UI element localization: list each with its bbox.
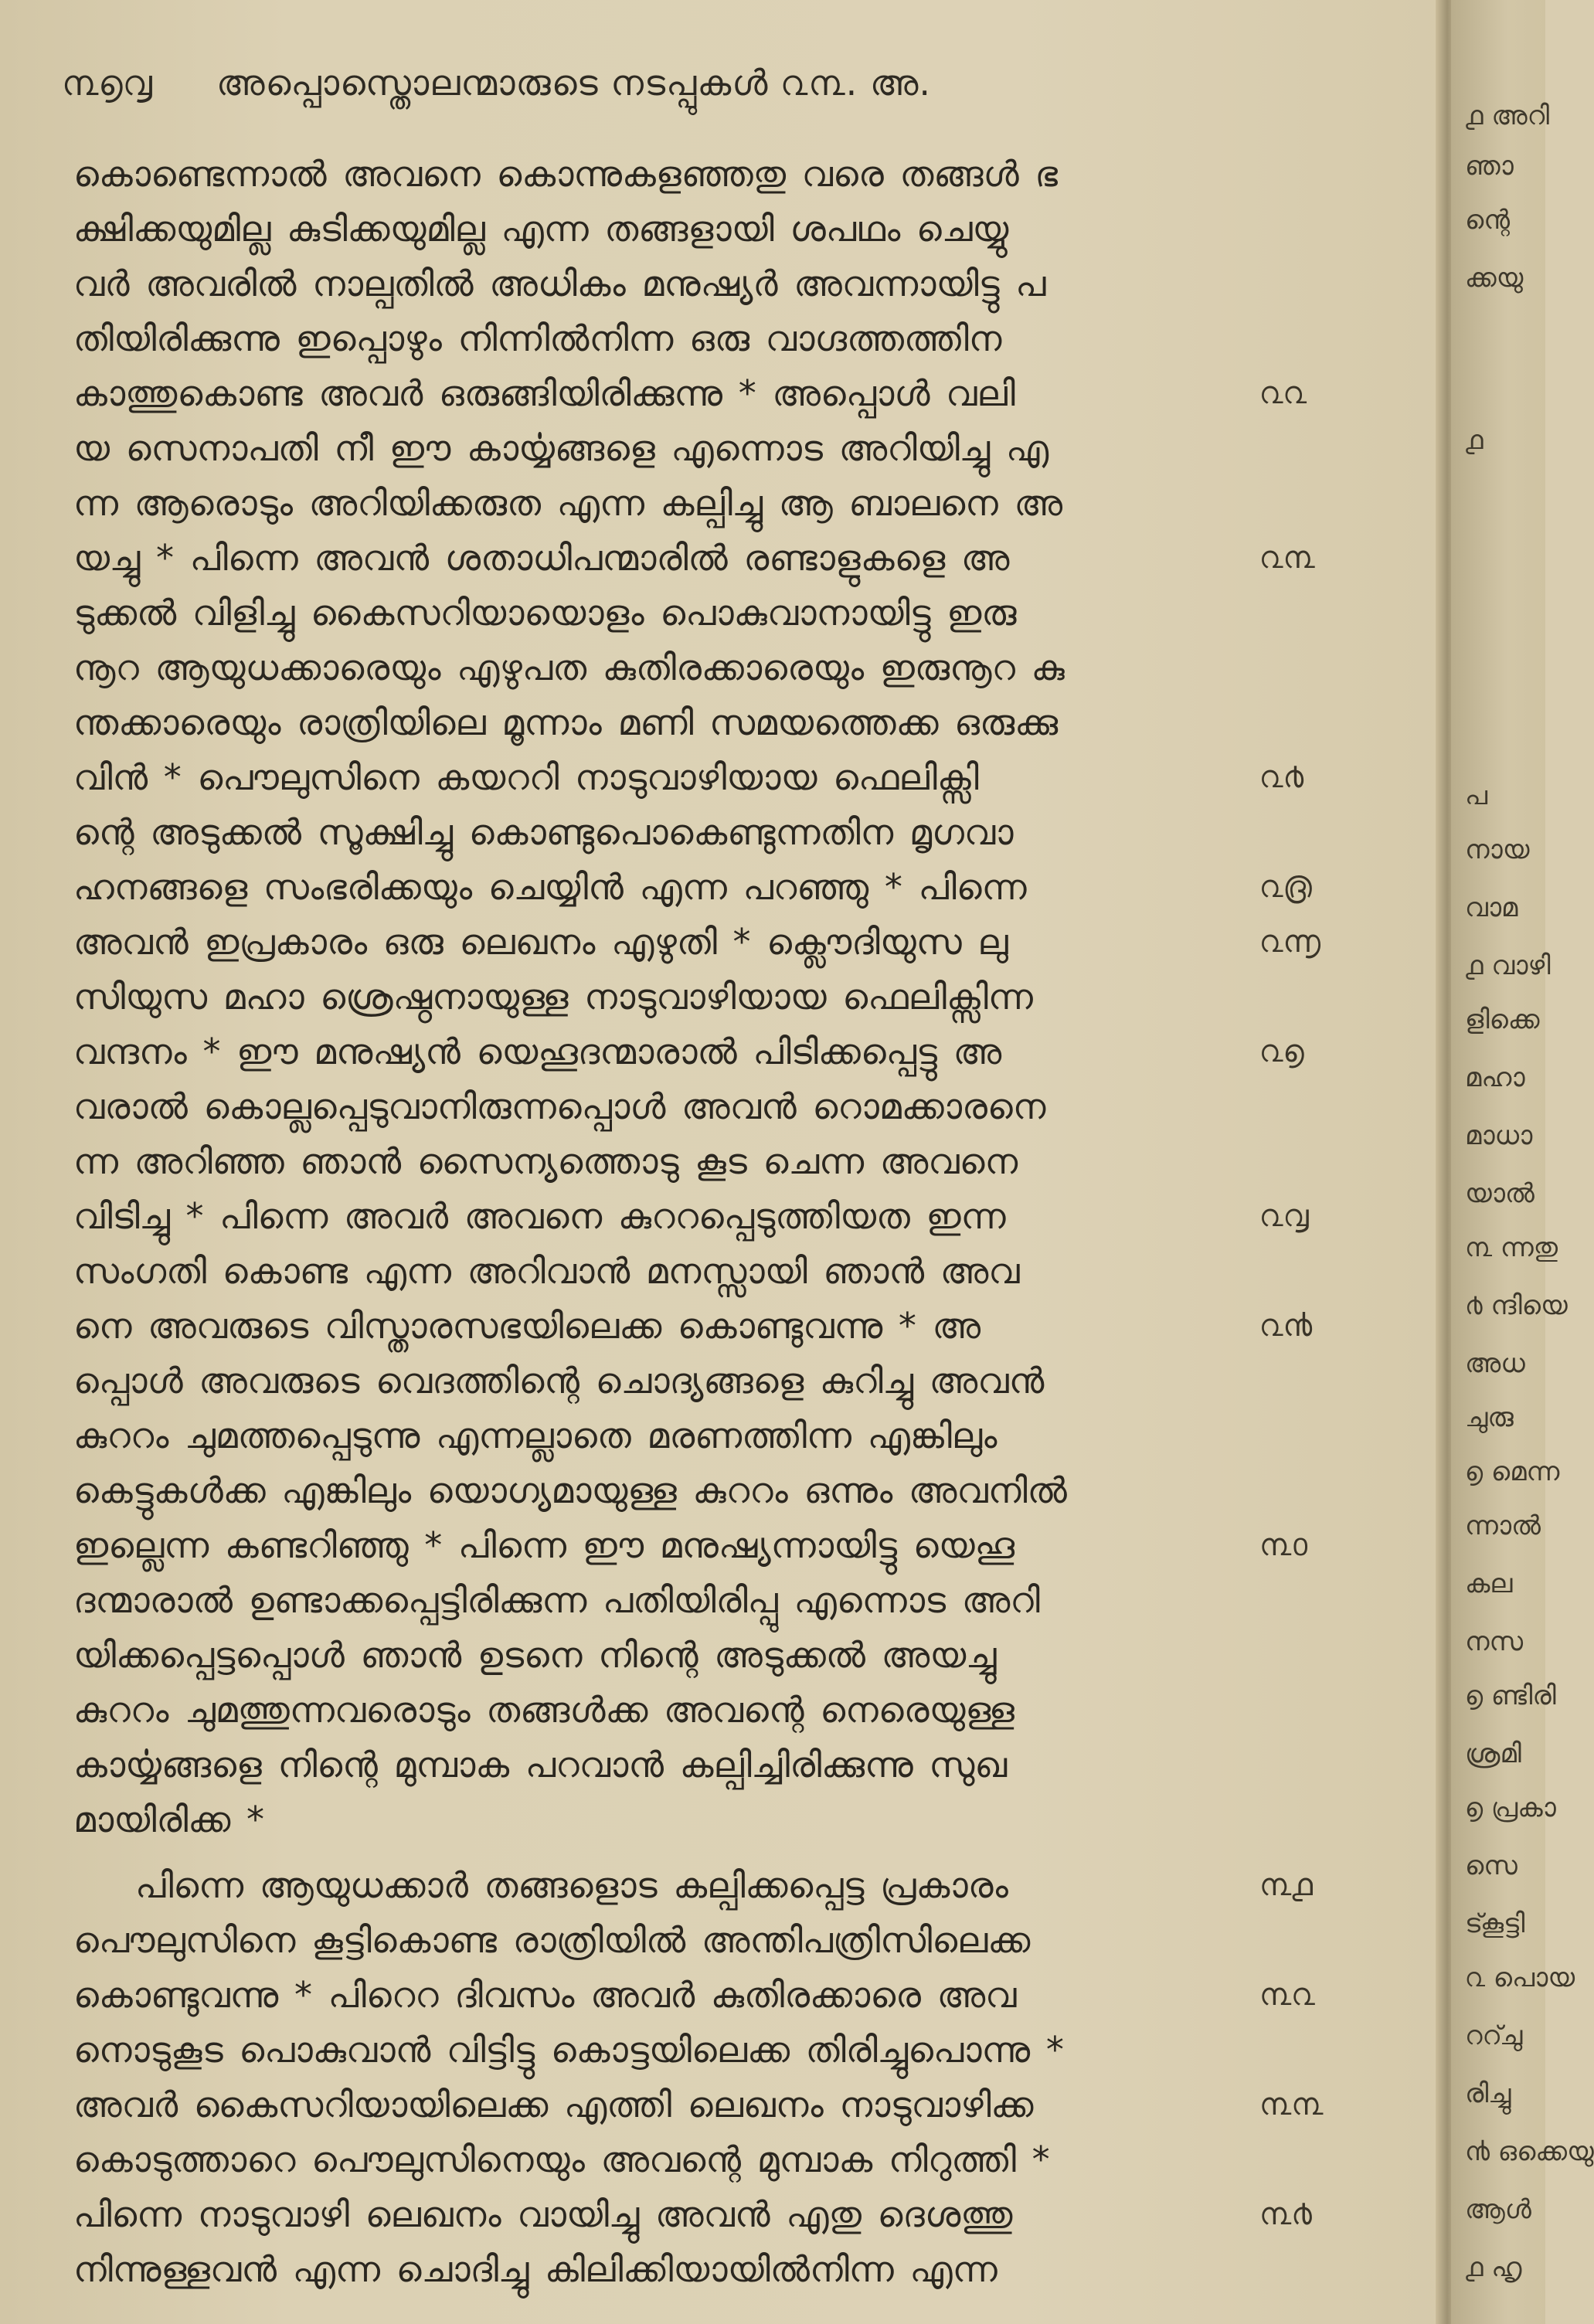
facing-page-fragment: ആൾ (1465, 2194, 1531, 2225)
facing-page-fragment: ൪ ന്ദിയെ (1465, 1290, 1568, 1321)
facing-page-edge (1451, 0, 1594, 2324)
facing-page-fragment: ളിക്കെ (1465, 1004, 1540, 1035)
text-line: പിന്നെ ആയുധക്കാർ തങ്ങളൊട കല്പിക്കപ്പെട്ട പ്രകാരം (135, 1864, 1008, 1906)
verse-number: ൨൪ (1259, 759, 1304, 795)
text-line: ന്ന ആരൊടും അറിയിക്കരുത എന്ന കല്പിച്ചു ആ ബാലനെ അ (73, 482, 1063, 524)
text-line: വർ അവരിൽ നാല്പതിൽ അധികം മനുഷ്യർ അവന്നായിട്ടു പ (73, 263, 1046, 304)
text-line: യ സെനാപതി നീ ഈ കാൎയ്യങ്ങളെ എന്നൊട അറിയിച്ചു എ (73, 427, 1049, 469)
page-number: ൩൭൮ (62, 62, 152, 104)
facing-page-fragment: ഞാ (1465, 151, 1514, 182)
text-line: അവർ കൈസറിയായിലെക്ക എത്തി ലെഖനം നാടുവാഴിക്ക (73, 2084, 1034, 2125)
text-line: പിന്നെ നാടുവാഴി ലെഖനം വായിച്ചു അവൻ എതു ദെശത്തു (73, 2193, 1013, 2235)
verse-number: ൨൫ (1259, 869, 1312, 905)
facing-page-fragment: മഹാ (1465, 1062, 1525, 1093)
verse-number: ൨൮ (1259, 1198, 1309, 1234)
running-header (62, 54, 1375, 108)
text-line: യിക്കപ്പെട്ടപ്പൊൾ ഞാൻ ഉടനെ നിന്റെ അടുക്കൽ അയച്ചു (73, 1634, 997, 1676)
facing-page-fragment: മാധാ (1465, 1120, 1533, 1151)
facing-page-fragment: ക്കയു (1465, 263, 1524, 294)
facing-page-fragment: നസ (1465, 1626, 1524, 1657)
verse-number: ൨൯ (1259, 1308, 1313, 1344)
facing-page-fragment: അധ (1465, 1348, 1525, 1379)
text-line: നെ അവരുടെ വിസ്താരസഭയിലെക്ക കൊണ്ടുവന്നു * അ (73, 1305, 981, 1347)
facing-page-fragment: പ (1465, 780, 1488, 811)
text-line: ദന്മാരാൽ ഉണ്ടാക്കപ്പെട്ടിരിക്കുന്ന പതിയിരിപ്പു എന്നൊട അറി (73, 1579, 1040, 1621)
facing-page-fragment: ന്നാൽ (1465, 1510, 1541, 1541)
verse-number: ൩൦ (1259, 1527, 1307, 1563)
verse-number: ൩൩ (1259, 2087, 1324, 2122)
facing-page-fragment: സെ (1465, 1850, 1518, 1881)
text-line: ന്ന അറിഞ്ഞ ഞാൻ സൈന്യത്തൊടു കൂട ചെന്ന അവനെ (73, 1140, 1018, 1182)
text-line: വിടിച്ചു * പിന്നെ അവർ അവനെ കുററപ്പെടുത്തിയത ഇന്ന (73, 1195, 1006, 1237)
text-line: കാൎയ്യങ്ങളെ നിന്റെ മുമ്പാക പറവാൻ കല്പിച്ചിരിക്കുന്നു സുഖ (73, 1744, 1008, 1785)
text-line: കാത്തുകൊണ്ട അവർ ഒരുങ്ങിയിരിക്കുന്നു * അപ്പൊൾ വലി (73, 372, 1015, 414)
text-line: ടുക്കൽ വിളിച്ചു കൈസറിയായൊളം പൊകുവാനായിട്ടു ഇരു (73, 592, 1017, 634)
text-line: കുററം ചുമത്തപ്പെടുന്നു എന്നല്ലാതെ മരണത്തിന്ന എങ്കിലും (73, 1415, 998, 1456)
text-line: സംഗതി കൊണ്ട എന്ന അറിവാൻ മനസ്സായി ഞാൻ അവ (73, 1250, 1020, 1292)
facing-page-fragment: ശ്രമി (1465, 1738, 1521, 1769)
text-line: നൂറ ആയുധക്കാരെയും എഴുപത കുതിരക്കാരെയും ഇരുനൂറ കു (73, 647, 1065, 688)
facing-page-fragment: ന്റെ (1465, 205, 1511, 236)
facing-page-fragment: ചുരു (1465, 1402, 1514, 1433)
verse-number: ൩൧ (1259, 1867, 1313, 1903)
text-line: വരാൽ കൊല്ലപ്പെടുവാനിരുന്നപ്പൊൾ അവൻ റൊമക്കാരനെ (73, 1086, 1046, 1127)
text-line: തിയിരിക്കുന്നു ഇപ്പൊഴും നിന്നിൽനിന്ന ഒരു വാഗ്ദത്തത്തിന (73, 318, 1002, 359)
facing-page-fragment: ൩ ന്നതു (1465, 1232, 1558, 1263)
facing-page-fragment: ൧ (1465, 425, 1484, 456)
text-line: യച്ചു * പിന്നെ അവൻ ശതാധിപന്മാരിൽ രണ്ടാളുകളെ അ (73, 537, 1010, 579)
verse-number: ൨൬ (1259, 924, 1321, 960)
verse-number: ൨൭ (1259, 1034, 1304, 1069)
text-line: സിയുസ മഹാ ശ്രെഷ്ഠനായുള്ള നാടുവാഴിയായ ഫെലിക്സിന്ന (73, 976, 1033, 1018)
facing-page-fragment: യാൽ (1465, 1178, 1535, 1209)
facing-page-fragment: ററ്ചു (1465, 2020, 1523, 2051)
text-line: വിൻ * പൌലുസിനെ കയററി നാടുവാഴിയായ ഫെലിക്സി (73, 756, 979, 798)
facing-page-fragment: വാമ (1465, 892, 1518, 923)
text-line: കൊണ്ടുവന്നു * പിറെറ ദിവസം അവർ കുതിരക്കാരെ അവ (73, 1974, 1017, 2016)
verse-number: ൨൩ (1259, 540, 1315, 576)
facing-page-fragment: നായ (1465, 834, 1530, 865)
facing-page-fragment: ൭ ണ്ടിരി (1465, 1680, 1556, 1711)
facing-page-fragment: രിച്ചു (1465, 2078, 1511, 2109)
facing-page-fragment: ട്കൂട്ടി (1465, 1908, 1525, 1939)
verse-number: ൩൨ (1259, 1977, 1315, 2013)
text-line: കൊടുത്താറെ പൌലുസിനെയും അവന്റെ മുമ്പാക നിറുത്തി * (73, 2139, 1050, 2180)
text-line: വന്ദനം * ഈ മനുഷ്യൻ യെഹൂദന്മാരാൽ പിടിക്കപ്പെട്ടു അ (73, 1031, 1002, 1072)
facing-page-fragment: കല (1465, 1568, 1513, 1599)
text-line: പ്പൊൾ അവരുടെ വെദത്തിന്റെ ചൊദ്യങ്ങളെ കുറിച്ചു അവൻ (73, 1360, 1045, 1402)
facing-page-fragment: ൨ പൊയ (1465, 1962, 1575, 1993)
text-line: ന്തക്കാരെയും രാത്രിയിലെ മൂന്നാം മണി സമയത്തെക്ക ഒരുക്കു (73, 702, 1059, 743)
text-line: മായിരിക്ക * (73, 1799, 264, 1840)
running-title: അപ്പൊസ്തൊലന്മാരുടെ നടപ്പുകൾ ൨൩. അ. (216, 62, 932, 104)
facing-page-fragment: ൧ വാഴി (1465, 950, 1551, 981)
text-line: നൊടുകൂട പൊകുവാൻ വിട്ടിട്ടു കൊട്ടയിലെക്ക തിരിച്ചുപൊന്നു * (73, 2029, 1064, 2071)
text-line: കെട്ടുകൾക്ക എങ്കിലും യൊഗ്യമായുള്ള കുററം ഒന്നും അവനിൽ (73, 1469, 1067, 1511)
text-line: കൊണ്ടെന്നാൽ അവനെ കൊന്നുകളഞ്ഞതു വരെ തങ്ങൾ ഭ (73, 153, 1058, 195)
verse-number: ൨൨ (1259, 375, 1307, 411)
text-line: നിന്നുള്ളവൻ എന്ന ചൊദിച്ചു കിലിക്കിയായിൽനിന്ന എന്ന (73, 2248, 998, 2290)
verse-number: ൩൪ (1259, 2197, 1312, 2232)
body-text (73, 147, 1263, 2297)
text-line: ഹനങ്ങളെ സംഭരിക്കയും ചെയ്യിൻ എന്ന പറഞ്ഞു * പിന്നെ (73, 866, 1027, 908)
facing-page-fragment: ൧ ഹൃ (1465, 2252, 1522, 2283)
facing-page-fragment: ൯ ഒക്കെയു (1465, 2136, 1594, 2167)
text-line: ന്റെ അടുക്കൽ സൂക്ഷിച്ചു കൊണ്ടുപൊകെണ്ടുന്നതിന മൃഗവാ (73, 811, 1014, 853)
text-line: കുററം ചുമത്തുന്നവരൊടും തങ്ങൾക്ക അവന്റെ നെരെയുള്ള (73, 1689, 1015, 1731)
text-line: ക്ഷിക്കയുമില്ല കുടിക്കയുമില്ല എന്ന തങ്ങളായി ശപഥം ചെയ്യു (73, 208, 1009, 250)
text-line: പൌലുസിനെ കൂട്ടികൊണ്ട രാത്രിയിൽ അന്തിപത്രിസിലെക്ക (73, 1919, 1031, 1961)
text-line: അവൻ ഇപ്രകാരം ഒരു ലെഖനം എഴുതി * ക്ലൌദിയുസ ലു (73, 921, 1008, 963)
text-line: ഇല്ലെന്ന കണ്ടറിഞ്ഞു * പിന്നെ ഈ മനുഷ്യന്നായിട്ടു യെഹൂ (73, 1524, 1015, 1566)
facing-page-fragment: ൧ അറി (1465, 100, 1550, 131)
facing-page-fragment: ൭ മെന്ന (1465, 1456, 1560, 1487)
facing-page-fragment: ൭ പ്രകാ (1465, 1792, 1556, 1823)
